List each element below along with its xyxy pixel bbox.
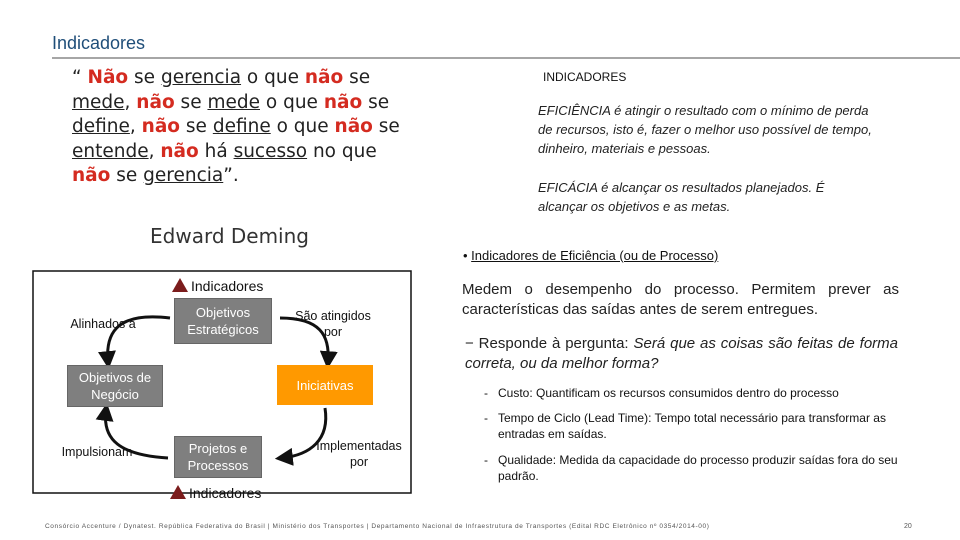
quote-close: ”. [223,165,239,186]
quote-text: o que [260,91,324,113]
sub-dash: - [484,386,488,400]
quote-word: entende [72,140,149,162]
quote-text: , [129,116,142,137]
quote-word: mede [207,91,260,113]
quote-text: se [174,91,208,113]
medem-paragraph: Medem o desempenho do processo. Permitem prever as características das saídas antes de serem entregues. [462,281,899,318]
indicadores-bottom-label [170,485,261,501]
quote-word: mede [72,91,125,113]
quote-text: , [124,91,137,113]
quote-word: não [136,91,175,113]
eficiencia-definition: EFICIÊNCIA é atingir o resultado com o mínimo de perda de recursos, isto é, fazer o melhor uso possível de tempo, dinheiro, materiais e pessoas. [538,103,872,156]
eficacia-definition: EFICÁCIA é alcançar os resultados planejados. É alcançar os objetivos e as metas. [538,180,825,214]
quote-author: Edward Deming [150,224,309,248]
quote-text: o que [270,116,335,137]
alinhados-label: Alinhados a [70,317,136,331]
sub-dash: - [484,453,488,467]
quote-word: gerencia [160,67,242,88]
objetivos-negocio-box: Objetivos de Negócio [67,365,163,407]
quote-word: define [72,116,130,137]
quote-word: Não [87,67,129,88]
sub-text: Qualidade: Medida da capacidade do processo produzir saídas fora do seu padrão. [498,453,898,483]
quote-text: se [362,91,390,113]
quote-word: sucesso [233,140,308,162]
implementadas-label: Implementadas por [316,439,402,469]
quote-open: “ [72,67,88,88]
quote-word: não [160,140,199,162]
page-title: Indicadores [52,33,146,53]
indicadores-top-text: Indicadores [191,278,264,294]
bullet-dot: • [463,248,472,263]
quote-text: se [180,116,213,137]
indicadores-bottom-text: Indicadores [189,485,262,501]
quote-text: se [128,67,161,88]
impulsionam-label: Impulsionam [61,445,133,459]
quote-text: se [372,116,400,137]
indicadores-heading: INDICADORES [543,70,627,84]
iniciativas-box: Iniciativas [277,365,373,405]
indicadores-top-label [172,278,263,294]
quote-word: não [72,165,111,186]
quote-word: não [334,116,373,137]
sao-atingidos-label: São atingidos por [295,309,371,339]
objetivos-estrategicos-box: Objetivos Estratégicos [174,298,272,344]
quote-word: não [323,91,363,113]
quote-text: há [198,140,234,162]
quote-text: o que [241,67,305,88]
quote-word: não [141,116,181,137]
page-number: 20 [904,523,912,530]
quote-text: se [110,165,144,186]
projetos-processos-box: Projetos e Processos [174,436,262,478]
triangle-icon [170,485,186,499]
responde-prefix: Responde à pergunta: [478,335,634,352]
responde-question: Será que as coisas são feitas de forma correta, ou da melhor forma? [465,335,898,372]
quote-word: define [212,116,271,137]
sub-dash: - [484,411,488,425]
sub-text: Custo: Quantificam os recursos consumidos dentro do processo [498,386,839,400]
triangle-icon [172,278,188,292]
quote-text: se [343,67,371,88]
quote-text: no que [307,140,377,162]
quote-word: gerencia [143,165,224,186]
quote-word: não [304,67,344,88]
footer-text: Consórcio Accenture / Dynatest. República Federativa do Brasil | Ministério dos Transportes | Departamento Nacional de Infraestrutura de Transportes (Edital RDC Eletrônico nº 0354/2014-00) [45,523,710,530]
sub-text: Tempo de Ciclo (Lead Time): Tempo total necessário para transformar as entradas em saídas. [498,411,886,441]
quote-text: , [148,140,161,162]
responde-dash: − [465,335,479,352]
bullet-heading-text: Indicadores de Eficiência (ou de Processo) [471,248,719,263]
